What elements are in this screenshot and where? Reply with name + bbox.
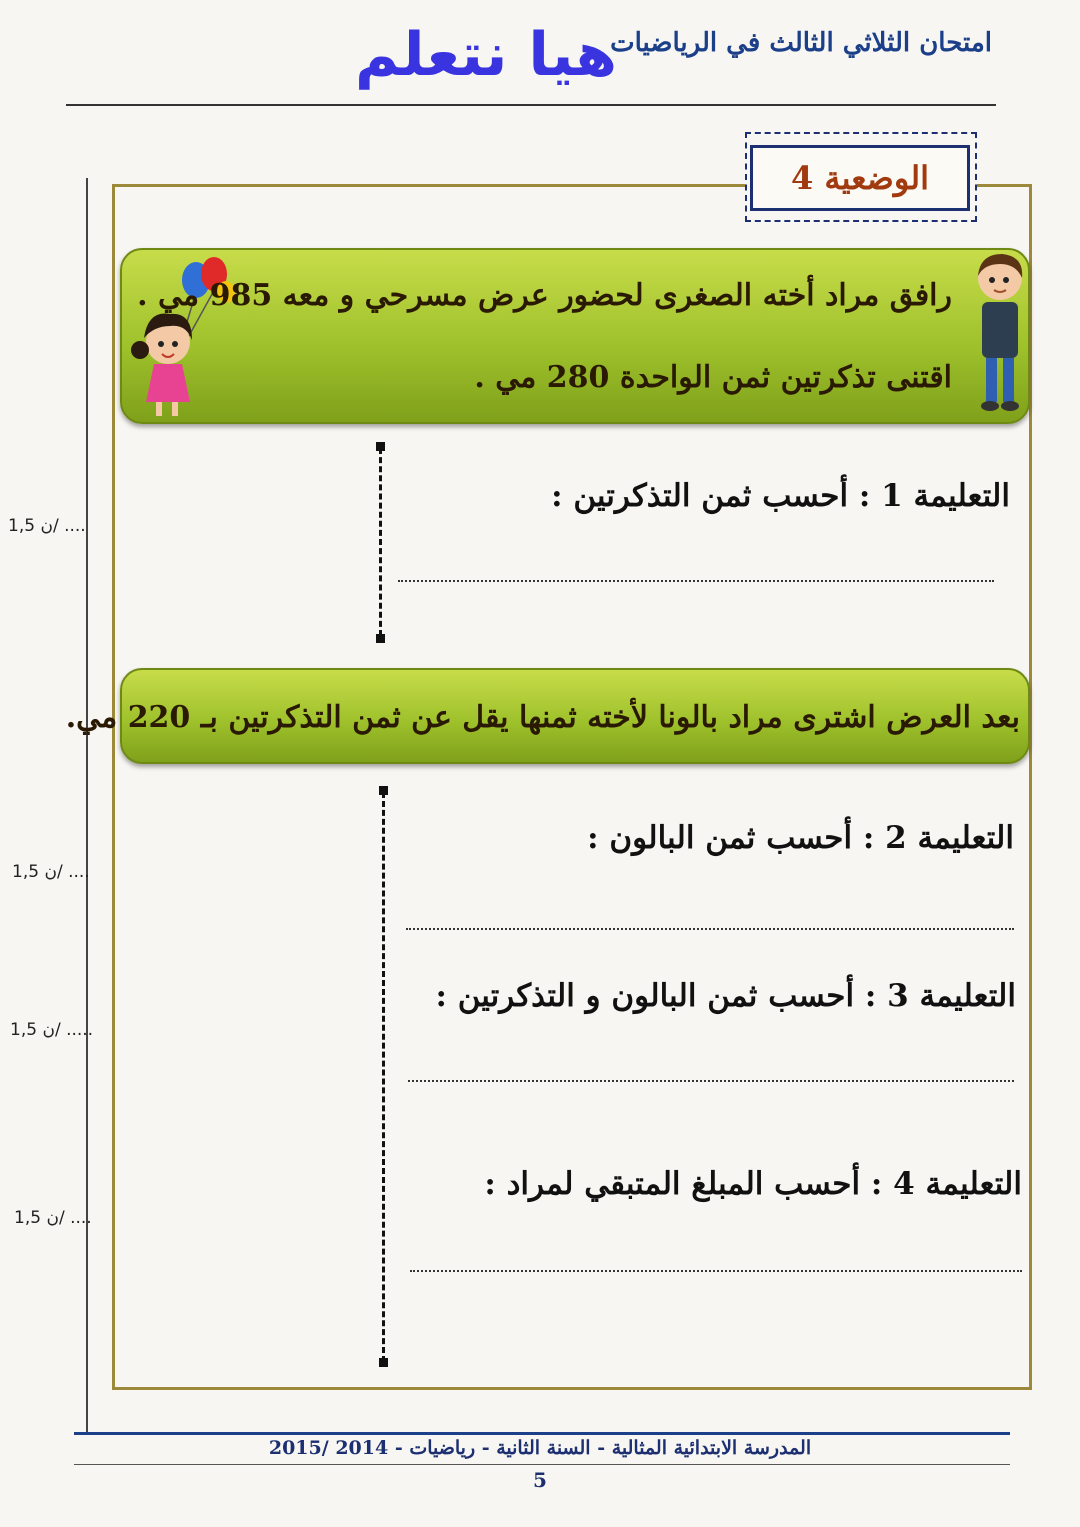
task-1-score: 1,5 ن/ .... [8,516,86,536]
task-4-prompt: التعليمة 4 : أحسب المبلغ المتبقي لمراد : [484,1166,1022,1202]
page-number: 5 [533,1468,547,1492]
task-2-score: 1,5 ن/ .... [12,862,90,882]
separator-cap [379,786,388,795]
footer-divider [74,1432,1010,1435]
task-4-answer-line[interactable] [410,1270,1022,1272]
separator-cap [376,442,385,451]
problem-line-2: اقتنى تذكرتين ثمن الواحدة 280 مي . [474,360,952,395]
situation-label: الوضعية 4 [750,145,970,211]
task-4-score: 1,5 ن/ .... [14,1208,92,1228]
header-divider [66,104,996,106]
task-2-answer-line[interactable] [406,928,1014,930]
problem-line-1: رافق مراد أخته الصغرى لحضور عرض مسرحي و معه 985 مي . [137,278,952,313]
task-3-score: 1,5 ن/ ..... [10,1020,94,1040]
separator-cap [379,1358,388,1367]
score-margin-rule [86,178,88,1434]
task-3-prompt: التعليمة 3 : أحسب ثمن البالون و التذكرتين : [435,978,1016,1014]
task-3-answer-line[interactable] [408,1080,1014,1082]
task-2-prompt: التعليمة 2 : أحسب ثمن البالون : [587,820,1014,856]
separator-cap [376,634,385,643]
boy-thinking-icon [972,250,1028,416]
footer-divider-thin [74,1464,1010,1465]
task-1-answer-line[interactable] [398,580,994,582]
separator-dashed-2 [382,792,385,1362]
separator-dashed-1 [379,448,382,636]
exam-title: امتحان الثلاثي الثالث في الرياضيات [610,28,992,58]
problem-line-3: بعد العرض اشترى مراد بالونا لأخته ثمنها يقل عن ثمن التذكرتين بـ 220 مي. [65,700,1020,735]
brand-logo-text: هيا نتعلم [355,20,617,90]
problem-banner [120,248,1030,424]
task-1-prompt: التعليمة 1 : أحسب ثمن التذكرتين : [551,478,1010,514]
footer-school-info: المدرسة الابتدائية المثالية - السنة الثانية - رياضيات - 2014 /2015 [268,1437,812,1459]
